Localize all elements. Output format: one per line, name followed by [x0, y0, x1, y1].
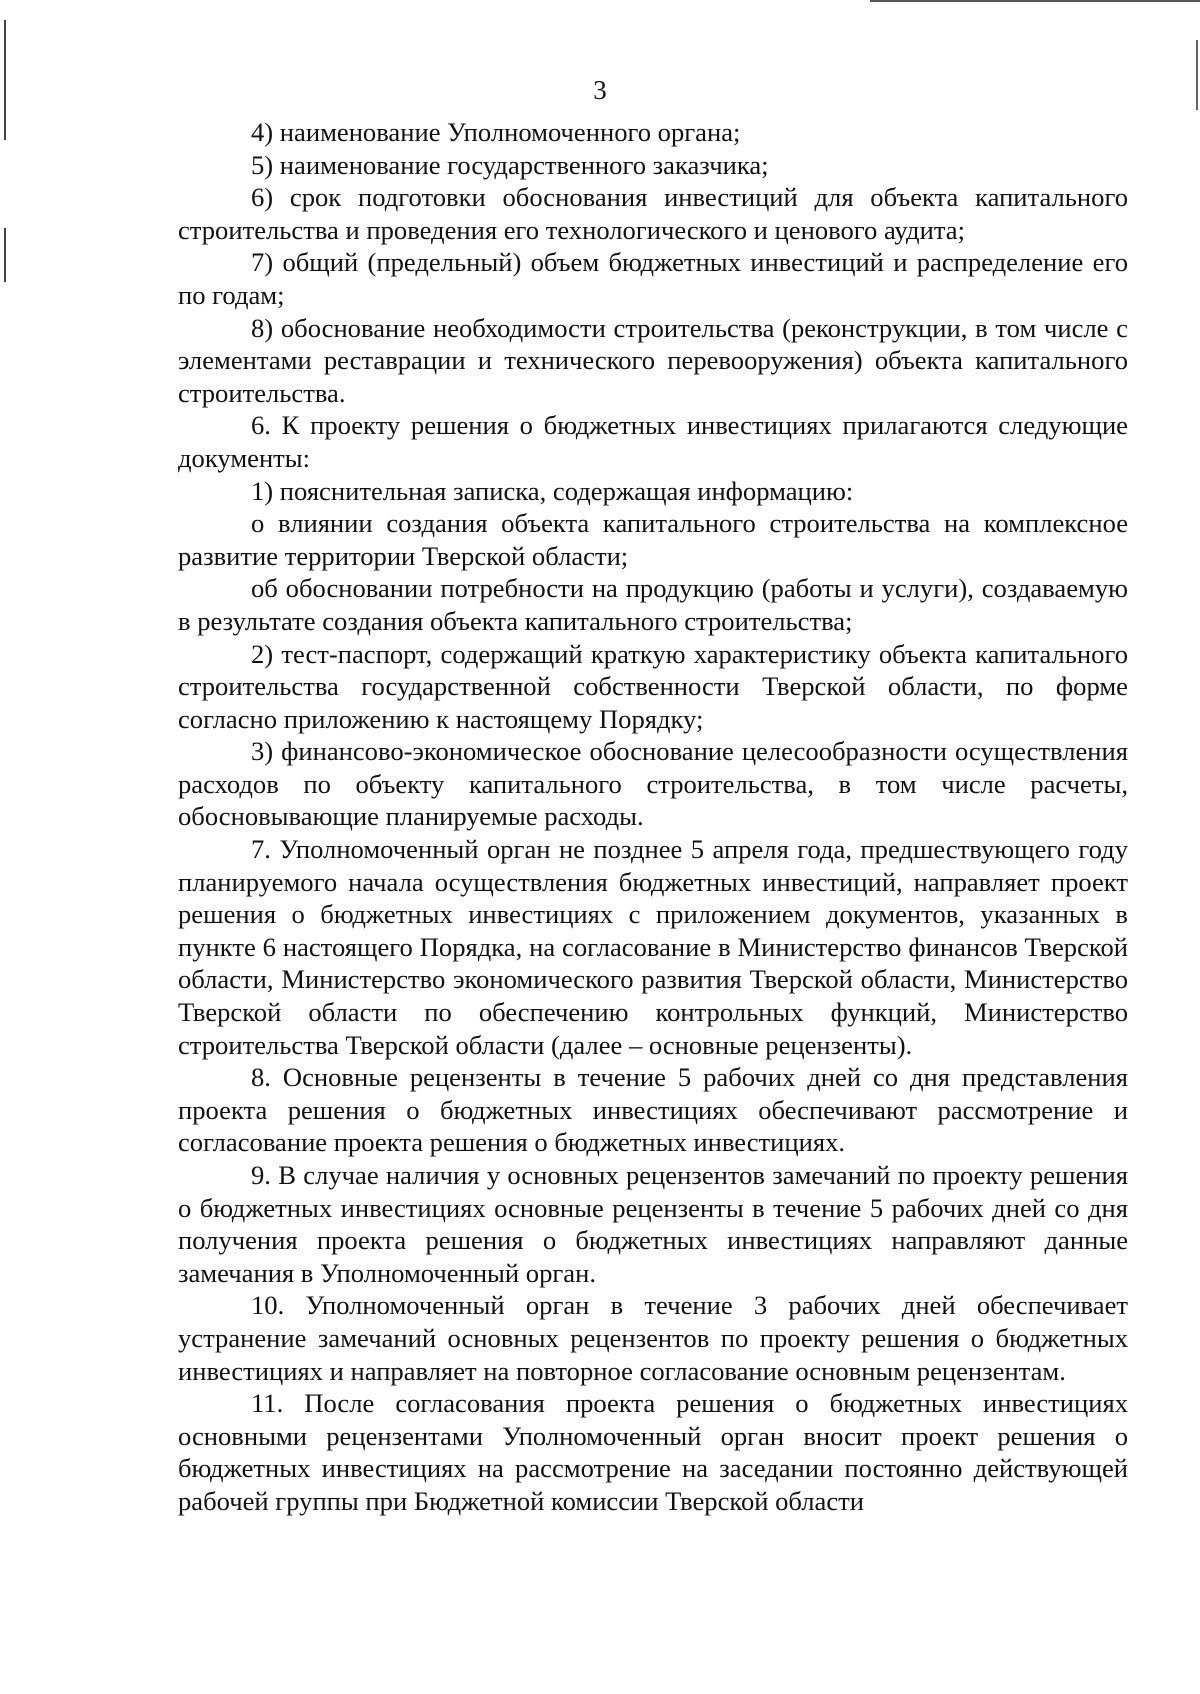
paragraph: 8. Основные рецензенты в течение 5 рабочих дней со дня представления проекта решения о бюджетных инвестициях обеспечивают рассмотрение и согласование проекта решения о бюджетных инвестициях. — [178, 1062, 1128, 1158]
paragraph: 3) финансово-экономическое обоснование целесообразности осуществления расходов по объекту капитального строительства, в том числе расчеты, обосновывающие планируемые расходы. — [178, 736, 1128, 832]
scan-edge-mark — [870, 0, 1200, 2]
paragraph: 2) тест-паспорт, содержащий краткую характеристику объекта капитального строительства государственной собственности Тверской области, по форме согласно приложению к настоящему Порядку; — [178, 638, 1128, 734]
paragraph: 4) наименование Уполномоченного органа; — [251, 117, 741, 147]
document-body — [178, 116, 1128, 1518]
paragraph: 11. После согласования проекта решения о бюджетных инвестициях основными рецензентами Уполномоченный орган вносит проект решения о бюджетных инвестициях на рассмотрение на заседании постоянно действующей рабочей группы при Бюджетной комиссии Тверской области — [178, 1388, 1128, 1516]
paragraph: 10. Уполномоченный орган в течение 3 рабочих дней обеспечивает устранение замечаний основных рецензентов по проекту решения о бюджетных инвестициях и направляет на повторное согласование основным рецензентам. — [178, 1290, 1128, 1386]
paragraph: 1) пояснительная записка, содержащая информацию: — [251, 475, 854, 506]
paragraph: 6) срок подготовки обоснования инвестиций для объекта капитального строительства и проведения его технологического и ценового аудита; — [178, 182, 1128, 245]
paragraph: 8) обоснование необходимости строительства (реконструкции, в том числе с элементами реставрации и технического перевооружения) объекта капитального строительства. — [178, 312, 1128, 408]
paragraph: 7. Уполномоченный орган не позднее 5 апреля года, предшествующего году планируемого начала осуществления бюджетных инвестиций, направляет проект решения о бюджетных инвестициях с приложением документов, указанных в пункте 6 настоящего Порядка, на согласование в Министерство финансов Тверской области, Министерство экономического развития Тверской области, Министерство Тверской области по обеспечению контрольных функций, Министерство строительства Тверской области (далее – основные рецензенты). — [178, 834, 1128, 1060]
paragraph: 7) общий (предельный) объем бюджетных инвестиций и распределение его по годам; — [178, 247, 1128, 310]
paragraph: 6. К проекту решения о бюджетных инвестициях прилагаются следующие документы: — [178, 410, 1128, 473]
paragraph: о влиянии создания объекта капитального строительства на комплексное развитие территории Тверской области; — [178, 508, 1128, 571]
page-number: 3 — [593, 75, 607, 105]
paragraph: 9. В случае наличия у основных рецензентов замечаний по проекту решения о бюджетных инвестициях основные рецензенты в течение 5 рабочих дней со дня получения проекта решения о бюджетных инвестициях направляют данные замечания в Уполномоченный орган. — [178, 1160, 1128, 1288]
paragraph: об обосновании потребности на продукцию (работы и услуги), создаваемую в результате создания объекта капитального строительства; — [178, 573, 1128, 636]
scan-edge-mark — [4, 228, 6, 282]
paragraph: 5) наименование государственного заказчика; — [251, 149, 769, 180]
